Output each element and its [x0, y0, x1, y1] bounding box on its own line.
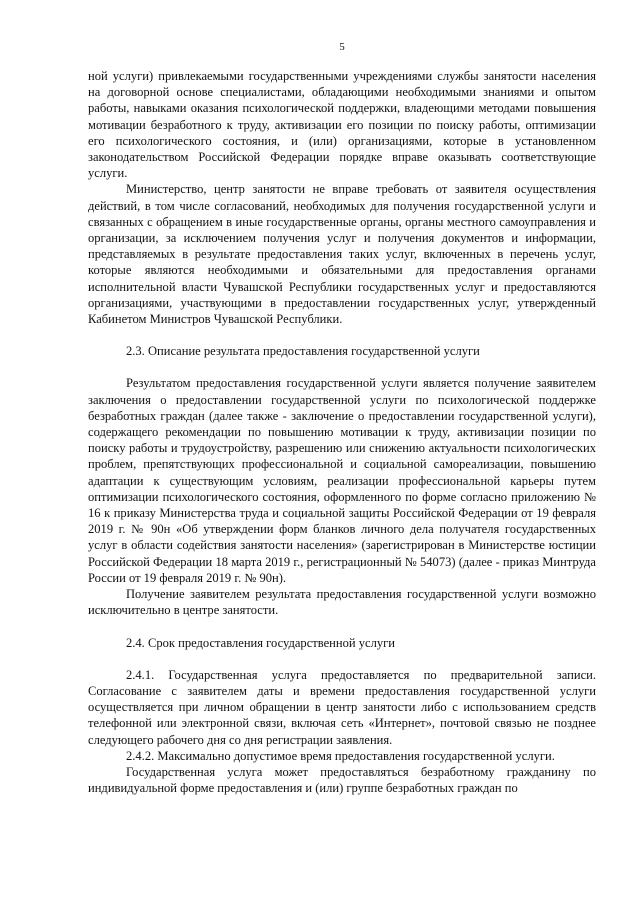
- section-heading-2-3: 2.3. Описание результата предоставления государственной услуги: [126, 344, 480, 359]
- paragraph-result-receipt: Получение заявителем результата предоставления государственной услуги возможно исключительно в центре занятости.: [88, 587, 596, 618]
- paragraph-service-forms: Государственная услуга может предоставляться безработному гражданину по индивидуальной форме предоставления и (или) группе безработных граждан по: [88, 764, 596, 796]
- document-page: [88, 40, 596, 796]
- section-heading-2-4: 2.4. Срок предоставления государственной услуги: [126, 635, 395, 650]
- page-number: 5: [339, 41, 345, 53]
- paragraph-continuation: ной услуги) привлекаемыми государственными учреждениями службы занятости населения на договорной основе специалистами, обладающими необходимыми знаниями и опытом работы, навыками оказания психологической поддержки, владеющими методами повышения мотивации безработного к труду, активизации его позиции по поиску работы, оптимизации его психологического состояния, и (или) организациями, которые в установленном законодательством Российской Федерации порядке вправе оказывать соответствующие услуги.: [88, 69, 596, 181]
- paragraph-2-4-1: 2.4.1. Государственная услуга предоставляется по предварительной записи. Согласование с заявителем даты и времени предоставления государственной услуги осуществляется при личном обращении в центр занятости либо с использованием средств телефонной или электронной связи, включая сеть «Интернет», почтовой связью не позднее следующего рабочего дня со дня регистрации заявления.: [88, 667, 596, 747]
- paragraph-ministry-restrictions: Министерство, центр занятости не вправе требовать от заявителя осуществления действий, в том числе согласований, необходимых для получения государственной услуги и связанных с обращением в иные государственные органы, органы местного самоуправления и организации, за исключением получения услуг и получения документов и информации, представляемых в результате предоставления таких услуг, включенных в перечень услуг, которые являются необходимыми и обязательными для предоставления органами исполнительной власти Чувашской Республики государственных услуг и предоставляются организациями, участвующими в предоставлении государственных услуг, утвержденный Кабинетом Министров Чувашской Республики.: [88, 182, 596, 327]
- paragraph-2-4-2: 2.4.2. Максимально допустимое время предоставления государственной услуги.: [126, 748, 555, 763]
- paragraph-service-result: Результатом предоставления государственной услуги является получение заявителем заключения о предоставлении государственной услуги по психологической поддержке безработных граждан (далее также - заключение о предоставлении государственной услуги), содержащего рекомендации по повышению мотивации к труду, активизации позиции по поиску работы и трудоустройству, разрешению или снижению актуальности психологических проблем, препятствующих профессиональной и социальной самореализации, повышению адаптации к существующим условиям, реализации профессиональной карьеры путем оптимизации психологического состояния, оформленного по форме согласно приложению № 16 к приказу Министерства труда и социальной защиты Российской Федерации от 19 февраля 2019 г. № 90н «Об утверждении форм бланков личного дела получателя государственных услуг в области содействия занятости населения» (зарегистрирован в Министерстве юстиции Российской Федерации 18 марта 2019 г., регистрационный № 54073) (далее - приказ Минтруда России от 19 февраля 2019 г. № 90н).: [88, 376, 596, 585]
